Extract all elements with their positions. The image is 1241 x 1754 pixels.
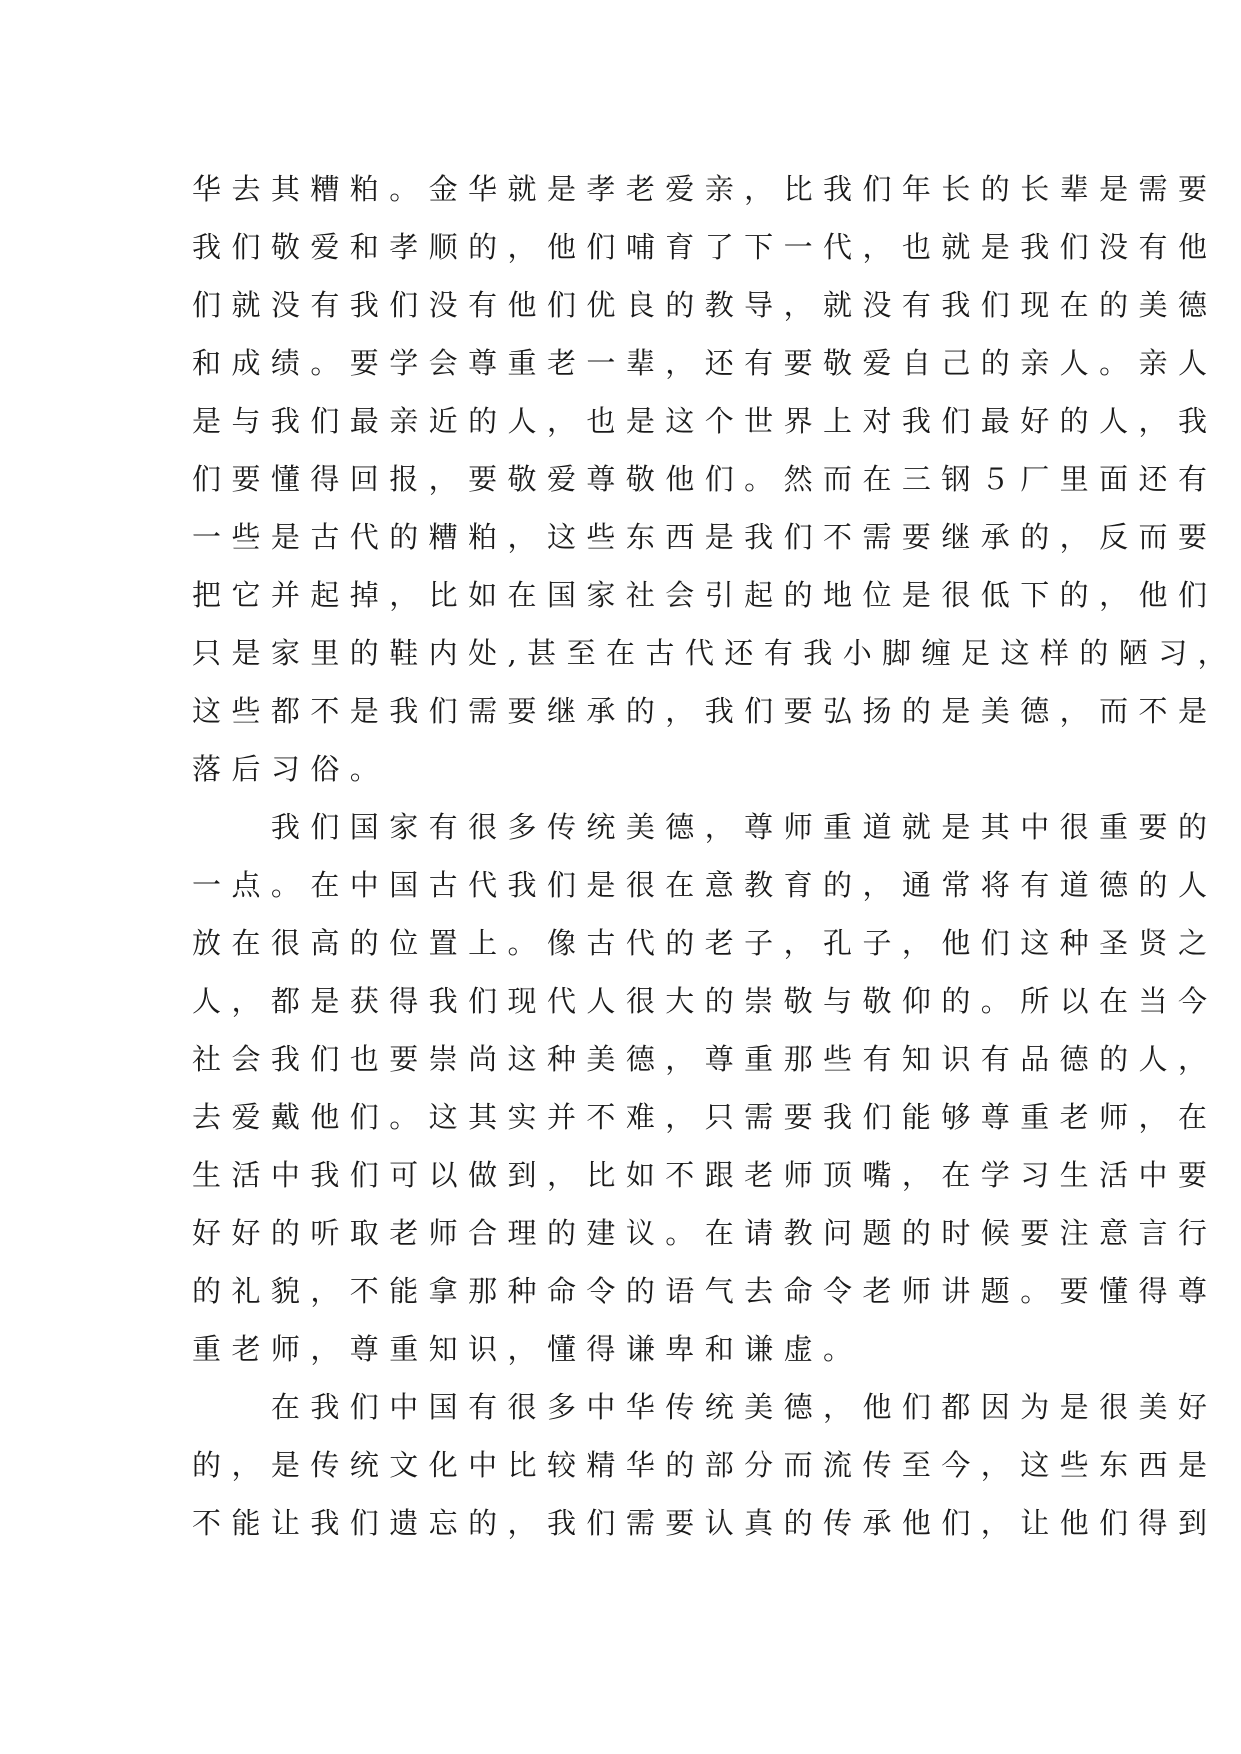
paragraph-2 <box>192 798 1218 1378</box>
text-line: 只是家里的鞋内处,甚至在古代还有我小脚缠足这样的陋习， <box>192 636 1238 670</box>
text-line: 好好的听取老师合理的建议。在请教问题的时候要注意言行 <box>192 1216 1218 1250</box>
text-line: 不能让我们遗忘的，我们需要认真的传承他们，让他们得到 <box>192 1506 1218 1540</box>
text-line: 的，是传统文化中比较精华的部分而流传至今，这些东西是 <box>192 1448 1218 1482</box>
text-line: 把它并起掉，比如在国家社会引起的地位是很低下的，他们 <box>192 578 1218 612</box>
text-line: 重老师，尊重知识，懂得谦卑和谦虚。 <box>192 1332 863 1366</box>
text-line: 人，都是获得我们现代人很大的崇敬与敬仰的。所以在当今 <box>192 984 1218 1018</box>
text-line: 社会我们也要崇尚这种美德，尊重那些有知识有品德的人， <box>192 1042 1218 1076</box>
paragraph-1 <box>192 160 1238 798</box>
text-line: 去爱戴他们。这其实并不难，只需要我们能够尊重老师，在 <box>192 1100 1218 1134</box>
text-line: 一点。在中国古代我们是很在意教育的，通常将有道德的人 <box>192 868 1218 902</box>
text-line: 这些都不是我们需要继承的，我们要弘扬的是美德，而不是 <box>192 694 1218 728</box>
text-line: 们就没有我们没有他们优良的教导，就没有我们现在的美德 <box>192 288 1218 322</box>
text-line: 华去其糟粕。金华就是孝老爱亲，比我们年长的长辈是需要 <box>192 172 1218 206</box>
text-line: 落后习俗。 <box>192 752 390 786</box>
text-line: 放在很高的位置上。像古代的老子，孔子，他们这种圣贤之 <box>192 926 1218 960</box>
text-line: 我们敬爱和孝顺的，他们哺育了下一代，也就是我们没有他 <box>192 230 1218 264</box>
text-line: 和成绩。要学会尊重老一辈，还有要敬爱自己的亲人。亲人 <box>192 346 1218 380</box>
text-line: 一些是古代的糟粕，这些东西是我们不需要继承的，反而要 <box>192 520 1218 554</box>
document-body <box>192 160 1238 1552</box>
text-line: 的礼貌，不能拿那种命令的语气去命令老师讲题。要懂得尊 <box>192 1274 1218 1308</box>
paragraph-3 <box>192 1378 1218 1552</box>
text-line: 们要懂得回报，要敬爱尊敬他们。然而在三钢５厂里面还有 <box>192 462 1218 496</box>
text-line: 在我们中国有很多中华传统美德，他们都因为是很美好 <box>192 1390 1218 1424</box>
text-line: 我们国家有很多传统美德，尊师重道就是其中很重要的 <box>192 810 1218 844</box>
text-line: 是与我们最亲近的人，也是这个世界上对我们最好的人，我 <box>192 404 1218 438</box>
text-line: 生活中我们可以做到，比如不跟老师顶嘴，在学习生活中要 <box>192 1158 1218 1192</box>
